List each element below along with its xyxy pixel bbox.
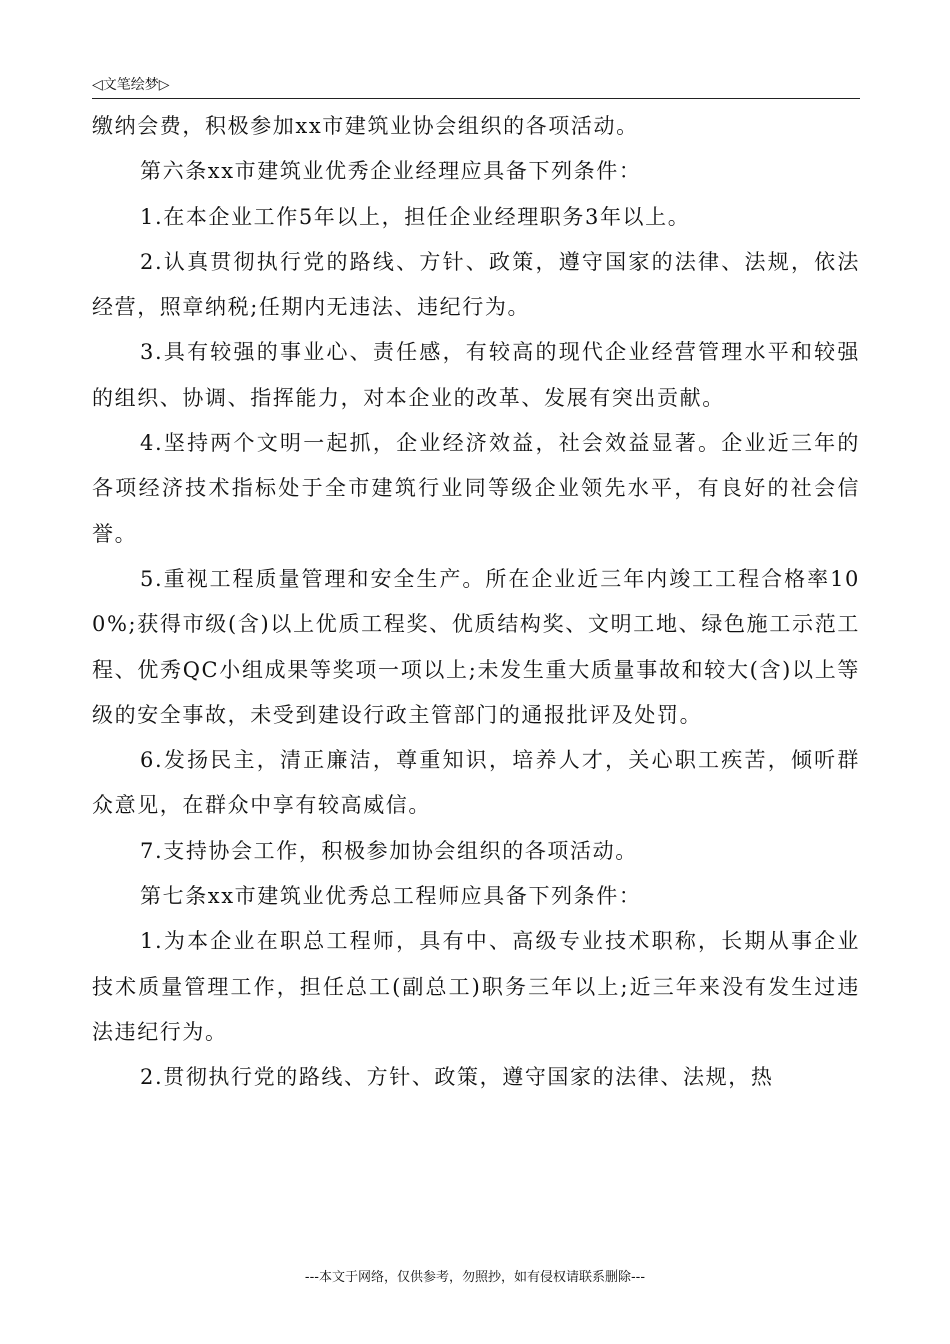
paragraph: 1.为本企业在职总工程师，具有中、高级专业技术职称，长期从事企业技术质量管理工作，担任总工(副总工)职务三年以上;近三年来没有发生过违法违纪行为。 <box>92 929 860 1044</box>
paragraph: 3.具有较强的事业心、责任感，有较高的现代企业经营管理水平和较强的组织、协调、指挥能力，对本企业的改革、发展有突出贡献。 <box>92 340 860 410</box>
paragraph: 2.认真贯彻执行党的路线、方针、政策，遵守国家的法律、法规，依法经营，照章纳税;任期内无违法、违纪行为。 <box>92 249 860 320</box>
page-header <box>92 76 860 99</box>
header-title: ◁文笔绘梦▷ <box>92 77 170 93</box>
paragraph: 第六条xx市建筑业优秀企业经理应具备下列条件： <box>140 159 642 184</box>
paragraph: 5.重视工程质量管理和安全生产。所在企业近三年内竣工工程合格率100%;获得市级(含)以上优质工程奖、优质结构奖、文明工地、绿色施工示范工程、优秀QC小组成果等奖项一项以上;未发生重大质量事故和较大(含)以上等级的安全事故，未受到建设行政主管部门的通报批评及处罚。 <box>92 566 860 727</box>
paragraph: 2.贯彻执行党的路线、方针、政策，遵守国家的法律、法规，热 <box>140 1065 774 1090</box>
paragraph: 1.在本企业工作5年以上，担任企业经理职务3年以上。 <box>140 204 691 229</box>
paragraph: 缴纳会费，积极参加xx市建筑业协会组织的各项活动。 <box>92 114 639 138</box>
page-footer: ---本文于网络，仅供参考，勿照抄，如有侵权请联系删除--- <box>304 1270 646 1285</box>
paragraph: 4.坚持两个文明一起抓，企业经济效益，社会效益显著。企业近三年的各项经济技术指标处于全市建筑行业同等级企业领先水平，有良好的社会信誉。 <box>92 431 860 546</box>
paragraph: 7.支持协会工作，积极参加协会组织的各项活动。 <box>140 838 638 863</box>
paragraph: 第七条xx市建筑业优秀总工程师应具备下列条件： <box>140 884 642 909</box>
paragraph: 6.发扬民主，清正廉洁，尊重知识，培养人才，关心职工疾苦，倾听群众意见，在群众中享有较高威信。 <box>92 748 860 818</box>
document-body <box>92 104 860 1101</box>
